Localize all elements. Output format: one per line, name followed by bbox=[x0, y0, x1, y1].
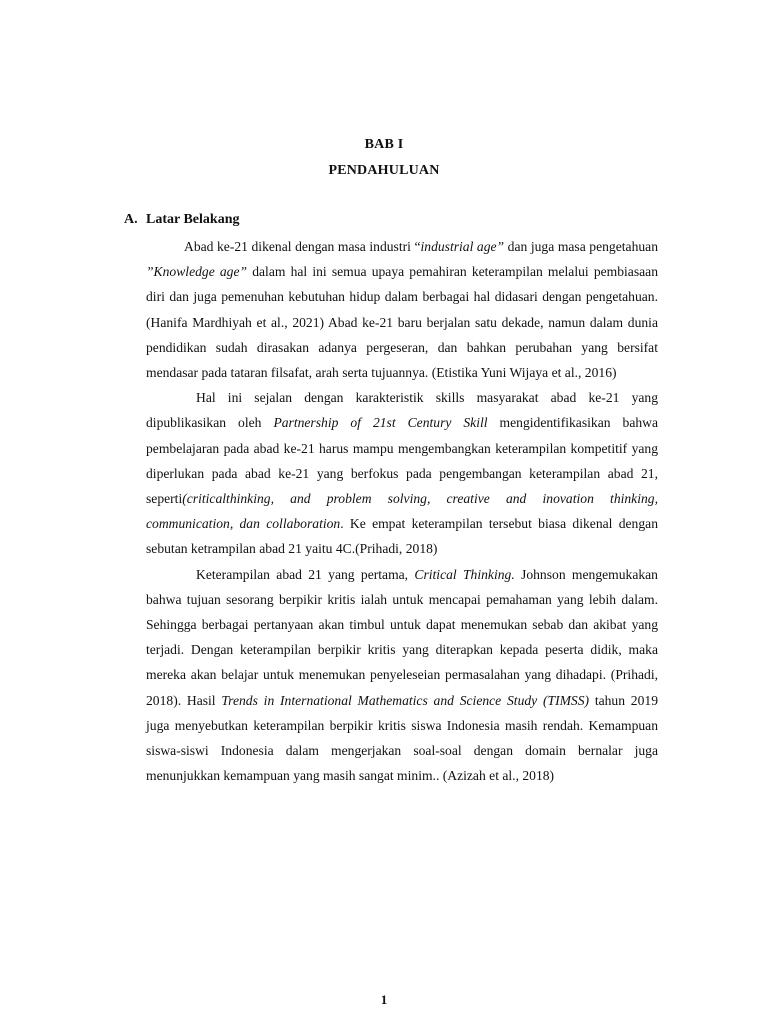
page-number: 1 bbox=[380, 992, 388, 1007]
section-heading bbox=[124, 212, 239, 228]
italic-run: Critical Thinking. bbox=[414, 566, 515, 582]
text-run: tahun 2019 juga menyebutkan keterampilan berpikir kritis siswa Indonesia masih rendah. Kemampuan siswa-siswi Indonesia dalam mengerjakan soal-soal dengan domain bernalar juga menunjukkan kemampuan yang masih sangat minim.. (Azizah et al., 2018) bbox=[146, 692, 658, 784]
body-text bbox=[146, 234, 658, 788]
text-run: Keterampilan abad 21 yang pertama, bbox=[196, 566, 415, 582]
text-run: mengidentifikasikan bahwa pembelajaran pada abad ke-21 harus mampu mengembangkan keterampilan kompetitif yang diperlukan pada abad ke-21 yang berfokus pada pengembangan keterampilan abad 21, seperti bbox=[146, 415, 658, 507]
paragraph-2 bbox=[146, 385, 658, 561]
text-run: . Ke empat keterampilan tersebut biasa dikenal dengan sebutan ketrampilan abad 21 yaitu 4C.(Prihadi, 2018) bbox=[146, 516, 658, 557]
text-run: dan juga masa pengetahuan bbox=[504, 239, 658, 254]
paragraph-1 bbox=[146, 234, 658, 385]
chapter-heading: BAB I bbox=[364, 137, 404, 152]
italic-run: industrial age” bbox=[420, 239, 505, 254]
italic-run: (criticalthinking, and problem solving, creative and inovation thinking, communication, dan collaboration bbox=[146, 491, 658, 532]
italic-run: ”Knowledge age” bbox=[146, 264, 248, 280]
text-run: Abad ke-21 dikenal dengan masa industri “ bbox=[184, 239, 421, 254]
text-run: Hal ini sejalan dengan karakteristik skills masyarakat abad ke-21 yang dipublikasikan oleh bbox=[146, 390, 658, 431]
text-run: Johnson mengemukakan bahwa tujuan sesorang berpikir kritis ialah untuk mencapai pemahaman yang lebih dalam. Sehingga berbagai pertanyaan akan timbul untuk dapat menemukan sebab dan akibat yang terjadi. Dengan keterampilan berpikir kritis yang diterapkan kepada peserta didik, maka mereka akan belajar untuk menemukan penyeleseian permasalahan yang dihadapi. (Prihadi, 2018). Hasil bbox=[146, 566, 658, 708]
italic-run: Partnership of 21st Century Skill bbox=[273, 415, 488, 431]
text-run: dalam hal ini semua upaya pemahiran keterampilan melalui pembiasaan diri dan juga pemenuhan kebutuhan hidup dalam berbagai hal didasari dengan pengetahuan.(Hanifa Mardhiyah et al., 2021) Abad ke-21 baru berjalan satu dekade, namun dalam dunia pendidikan sudah dirasakan adanya pergeseran, dan bahkan perubahan yang bersifat mendasar pada tataran filsafat, arah serta tujuannya. (Etistika Yuni Wijaya et al., 2016) bbox=[146, 264, 658, 381]
section-letter: A. bbox=[124, 212, 138, 227]
section-title: Latar Belakang bbox=[146, 212, 240, 227]
italic-run: Trends in International Mathematics and Science Study (TIMSS) bbox=[221, 692, 590, 708]
chapter-title: PENDAHULUAN bbox=[328, 163, 440, 178]
paragraph-3 bbox=[146, 562, 658, 789]
